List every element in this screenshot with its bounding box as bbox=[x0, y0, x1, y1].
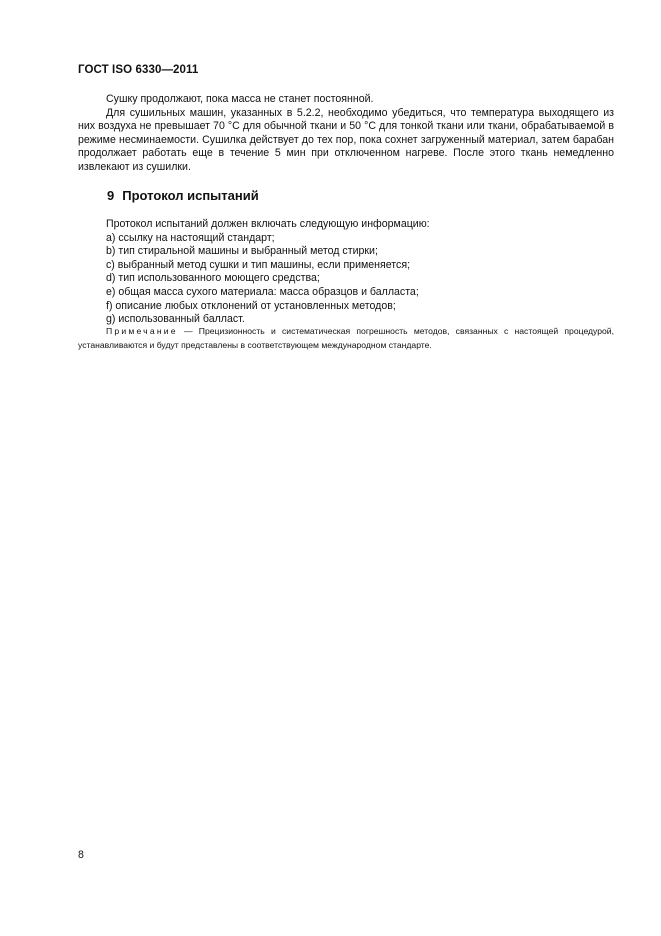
protocol-section bbox=[78, 218, 614, 327]
list-item: a) ссылку на настоящий стандарт; bbox=[106, 231, 275, 244]
list-item: e) общая масса сухого материала: масса образцов и балласта; bbox=[106, 285, 419, 298]
list-item: b) тип стиральной машины и выбранный метод стирки; bbox=[106, 245, 378, 258]
protocol-list bbox=[78, 232, 614, 327]
list-item: c) выбранный метод сушки и тип машины, если применяется; bbox=[106, 258, 411, 271]
list-item: g) использованный балласт. bbox=[106, 313, 245, 326]
note-text: — Прецизионность и систематическая погрешность методов, связанных с настоящей процедурой, устанавливаются и будут представлены в соответствующем международном стандарте. bbox=[78, 326, 614, 350]
paragraph-drying-constant-mass: Сушку продолжают, пока масса не станет постоянной. bbox=[106, 93, 374, 105]
drying-text-block bbox=[78, 93, 614, 175]
note-paragraph bbox=[78, 325, 614, 352]
document-header: ГОСТ ISO 6330—2011 bbox=[78, 64, 199, 76]
protocol-lead: Протокол испытаний должен включать следующую информацию: bbox=[106, 218, 430, 230]
note-block bbox=[78, 325, 614, 352]
paragraph-dryer-temperature: Для сушильных машин, указанных в 5.2.2, необходимо убедиться, что температура выходящего из них воздуха не превышает 70 °С для обычной ткани и 50 °С для тонкой ткани или ткани, обрабатываемой в режиме несминаемости. Сушилка действует до тех пор, пока сохнет загруженный материал, затем барабан продолжает работать еще в течение 5 мин при отключенном нагреве. После этого ткань немедленно извлекают из сушилки. bbox=[78, 106, 614, 173]
section-number: 9 bbox=[107, 188, 115, 203]
note-label: Примечание bbox=[106, 326, 178, 336]
page-number: 8 bbox=[78, 849, 84, 861]
list-item: d) тип использованного моющего средства; bbox=[106, 272, 320, 285]
section-heading bbox=[107, 188, 259, 203]
list-item: f) описание любых отклонений от установленных методов; bbox=[106, 299, 396, 312]
section-title: Протокол испытаний bbox=[122, 188, 259, 203]
